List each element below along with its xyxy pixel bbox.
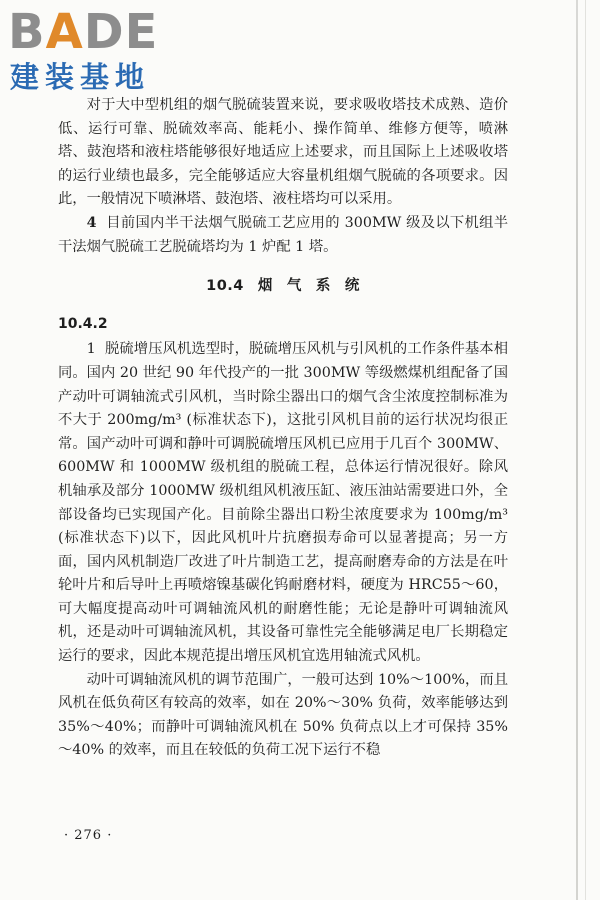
item-number: 1 [86, 341, 96, 358]
item-number: 4 [86, 214, 97, 231]
logo-subtitle: 建装基地 [10, 60, 151, 94]
watermark-logo [6, 4, 176, 96]
paragraph-booster-fan: 1 脱硫增压风机选型时，脱硫增压风机与引风机的工作条件基本相同。国内 20 世纪 90 年代投产的一批 300MW 等级燃煤机组配备了国产动叶可调轴流式引风机，当时除尘器出口的烟气含尘浓度控制标准为不大于 200mg/m³ (标准状态下)，这批引风机目前的运行状况均很正常。国产动叶可调和静叶可调脱硫增压风机已应用于几百个 300MW、600MW 和 1000MW 级机组的脱硫工程，总体运行情况很好。除风机轴承及部分 1000MW 级机组风机液压缸、液压油站需要进口外，全部设备均已实现国产化。目前除尘器出口粉尘浓度要求为 100mg/m³ (标准状态下)以下，因此风机叶片抗磨损寿命可以显著提高；另一方面，国内风机制造厂改进了叶片制造工艺，提高耐磨寿命的方法是在叶轮叶片和后导叶上再喷熔镍基碳化钨耐磨材料，硬度为 HRC55～60，可大幅度提高动叶可调轴流风机的耐磨性能；无论是静叶可调轴流风机，还是动叶可调轴流风机，其设备可靠性完全能够满足电厂长期稳定运行的要求，因此本规范提出增压风机宜选用轴流式风机。 [58, 341, 509, 665]
scan-edge-line [585, 0, 586, 900]
scan-edge-shadow [576, 0, 578, 900]
logo-wordmark: BADE [8, 4, 159, 60]
paragraph-semi-dry: 4 目前国内半干法烟气脱硫工艺应用的 300MW 级及以下机组半干法烟气脱硫工艺脱硫塔均为 1 炉配 1 塔。 [58, 214, 508, 255]
paragraph-absorber-requirements: 对于大中型机组的烟气脱硫装置来说，要求吸收塔技术成熟、造价低、运行可靠、脱硫效率高、能耗小、操作简单、维修方便等，喷淋塔、鼓泡塔和液柱塔能够很好地适应上述要求，而且国际上上述吸收塔的运行业绩也最多，完全能够适应大容量机组烟气脱硫的各项要求。因此，一般情况下喷淋塔、鼓泡塔、液柱塔均可以采用。 [58, 97, 508, 208]
page-number: · 276 · [64, 828, 113, 843]
paragraph-adjustment-range: 动叶可调轴流风机的调节范围广，一般可达到 10%～100%，而且风机在低负荷区有较高的效率，如在 20%～30% 负荷，效率能够达到 35%～40%；而静叶可调轴流风机在 50% 负荷点以上才可保持 35%～40% 的效率，而且在较低的负荷工况下运行不稳 [58, 671, 508, 759]
page-content [58, 94, 508, 763]
clause-number: 10.4.2 [58, 315, 108, 332]
section-title: 10.4 烟 气 系 统 [206, 278, 360, 295]
